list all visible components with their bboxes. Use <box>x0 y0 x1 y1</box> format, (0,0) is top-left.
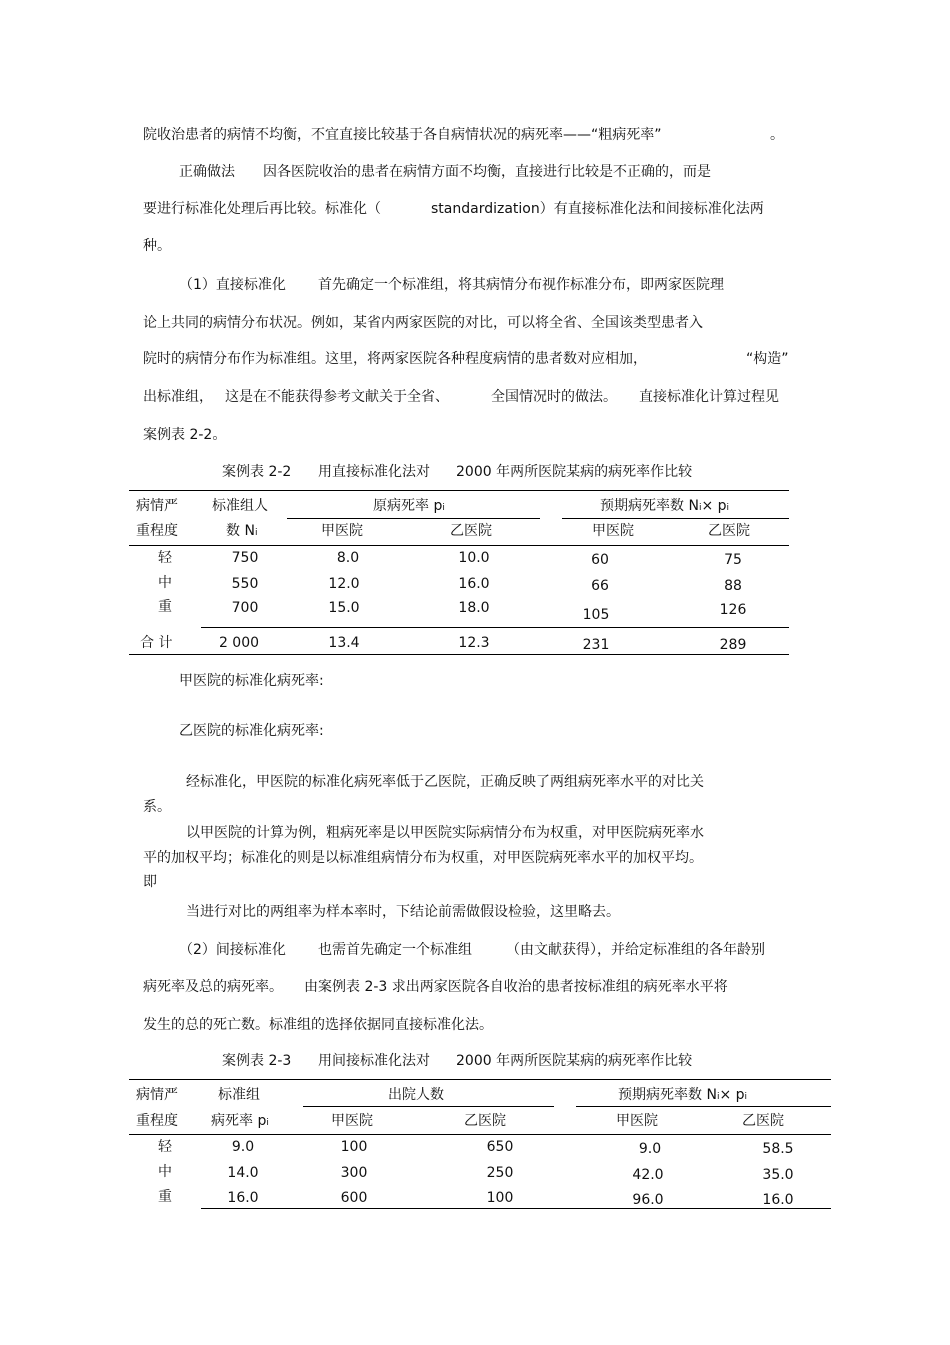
table-cell: 12.3 <box>458 635 490 651</box>
header-cell: 标准组人 <box>212 498 268 514</box>
header-cell: 出院人数 <box>388 1087 444 1103</box>
table-cell: 15.0 <box>328 600 360 616</box>
table-cell: 66 <box>591 578 609 594</box>
section-heading: 正确做法 <box>179 164 235 180</box>
table-cell: 13.4 <box>328 635 360 651</box>
table-cell: 700 <box>231 600 259 616</box>
table-cell: 8.0 <box>336 550 360 566</box>
header-cell: 重程度 <box>136 1113 178 1129</box>
header-cell: 预期病死率数 Ni× pi <box>618 1087 748 1103</box>
table-rule <box>562 518 789 519</box>
paragraph-line: “构造” <box>746 351 789 367</box>
table-cell: 96.0 <box>632 1192 664 1208</box>
paragraph-line: 即 <box>143 874 157 890</box>
table-cell: 650 <box>486 1139 514 1155</box>
table-cell: 105 <box>582 607 610 623</box>
table-cell: 中 <box>158 1164 172 1180</box>
table-cell: 231 <box>582 637 610 653</box>
table-cell: 16.0 <box>227 1190 259 1206</box>
paragraph-line: 以甲医院的计算为例，粗病死率是以甲医院实际病情分布为权重，对甲医院病死率水 <box>186 825 704 841</box>
table-cell: 42.0 <box>632 1167 664 1183</box>
header-cell: 病情严 <box>136 498 178 514</box>
paragraph-line: 乙医院的标准化病死率: <box>179 723 324 739</box>
table-cell: 合 计 <box>140 635 173 651</box>
table-cell: 重 <box>158 599 172 615</box>
paragraph-line: 直接标准化计算过程见 <box>639 389 779 405</box>
paragraph-line: 院收治患者的病情不均衡，不宜直接比较基于各自病情状况的病死率——“粗病死率” <box>143 127 662 143</box>
table-caption: 案例表 2-2 <box>222 464 292 480</box>
paragraph-line: 由案例表 2-3 求出两家医院各自收治的患者按标准组的病死率水平将 <box>304 979 728 995</box>
table-rule <box>201 627 789 628</box>
table-caption: 用间接标准化法对 <box>318 1053 430 1069</box>
table-cell: 289 <box>719 637 747 653</box>
table-cell: 100 <box>340 1139 368 1155</box>
paragraph-line: 全国情况时的做法。 <box>491 389 617 405</box>
paragraph-line: 论上共同的病情分布状况。例如，某省内两家医院的对比，可以将全省、全国该类型患者入 <box>143 315 703 331</box>
header-cell: 甲医院 <box>616 1113 658 1129</box>
paragraph-line: 出标准组， <box>143 389 213 405</box>
section-heading: （2）间接标准化 <box>179 942 286 958</box>
paragraph-line: 。 <box>770 127 784 143</box>
paragraph-line: 因各医院收治的患者在病情方面不均衡，直接进行比较是不正确的，而是 <box>263 164 711 180</box>
table-caption: 2000 年两所医院某病的病死率作比较 <box>456 1053 693 1069</box>
header-cell: 病情严 <box>136 1087 178 1103</box>
table-rule <box>303 1106 554 1107</box>
table-cell: 60 <box>591 552 609 568</box>
table-caption: 案例表 2-3 <box>222 1053 292 1069</box>
table-cell: 9.0 <box>231 1139 255 1155</box>
header-cell: 乙医院 <box>464 1113 506 1129</box>
paragraph-line: 平的加权平均；标准化的则是以标准组病情分布为权重，对甲医院病死率水平的加权平均。 <box>143 850 703 866</box>
table-rule <box>201 1208 831 1209</box>
paragraph-line: 首先确定一个标准组，将其病情分布视作标准分布，即两家医院理 <box>318 277 724 293</box>
table-caption: 2000 年两所医院某病的病死率作比较 <box>456 464 693 480</box>
table-rule <box>287 518 540 519</box>
table-cell: 10.0 <box>458 550 490 566</box>
table-cell: 16.0 <box>762 1192 794 1208</box>
table-cell: 126 <box>719 602 747 618</box>
paragraph-line: 病死率及总的病死率。 <box>143 979 283 995</box>
header-cell: 标准组 <box>218 1087 260 1103</box>
paragraph-line: 种。 <box>143 238 171 254</box>
paragraph-line: 院时的病情分布作为标准组。这里，将两家医院各种程度病情的患者数对应相加， <box>143 351 647 367</box>
table-cell: 300 <box>340 1165 368 1181</box>
table-cell: 600 <box>340 1190 368 1206</box>
paragraph-line: （由文献获得），并给定标准组的各年龄别 <box>506 942 765 958</box>
table-cell: 12.0 <box>328 576 360 592</box>
table-rule <box>129 490 789 491</box>
header-cell: 数 Ni <box>226 523 258 539</box>
table-rule <box>129 545 789 546</box>
header-cell: 重程度 <box>136 523 178 539</box>
paragraph-line: standardization）有直接标准化法和间接标准化法两 <box>431 201 764 217</box>
paragraph-line: 案例表 2-2。 <box>143 427 227 443</box>
paragraph-line: 也需首先确定一个标准组 <box>318 942 472 958</box>
paragraph-line: 系。 <box>143 799 171 815</box>
table-cell: 750 <box>231 550 259 566</box>
table-rule <box>576 1106 831 1107</box>
table-rule <box>129 654 789 655</box>
table-cell: 100 <box>486 1190 514 1206</box>
table-cell: 250 <box>486 1165 514 1181</box>
header-cell: 甲医院 <box>592 523 634 539</box>
paragraph-line: 这是在不能获得参考文献关于全省、 <box>225 389 449 405</box>
paragraph-line: 当进行对比的两组率为样本率时，下结论前需做假设检验，这里略去。 <box>186 904 620 920</box>
header-cell: 乙医院 <box>742 1113 784 1129</box>
header-cell: 乙医院 <box>708 523 750 539</box>
table-cell: 35.0 <box>762 1167 794 1183</box>
table-cell: 16.0 <box>458 576 490 592</box>
paragraph-line: 经标准化，甲医院的标准化病死率低于乙医院，正确反映了两组病死率水平的对比关 <box>186 774 704 790</box>
table-cell: 58.5 <box>762 1141 794 1157</box>
table-caption: 用直接标准化法对 <box>318 464 430 480</box>
table-cell: 18.0 <box>458 600 490 616</box>
table-cell: 轻 <box>158 550 172 566</box>
header-cell: 原病死率 pi <box>373 498 445 514</box>
header-cell: 甲医院 <box>321 523 363 539</box>
table-cell: 2 000 <box>218 635 260 651</box>
paragraph-line: 甲医院的标准化病死率: <box>179 673 324 689</box>
table-cell: 9.0 <box>638 1141 662 1157</box>
header-cell: 病死率 pi <box>211 1113 269 1129</box>
table-cell: 550 <box>231 576 259 592</box>
table-cell: 重 <box>158 1189 172 1205</box>
table-cell: 88 <box>724 578 742 594</box>
table-rule <box>129 1134 831 1135</box>
table-cell: 轻 <box>158 1139 172 1155</box>
header-cell: 甲医院 <box>331 1113 373 1129</box>
table-cell: 14.0 <box>227 1165 259 1181</box>
header-cell: 预期病死率数 Ni× pi <box>600 498 730 514</box>
header-cell: 乙医院 <box>450 523 492 539</box>
paragraph-line: 发生的总的死亡数。标准组的选择依据同直接标准化法。 <box>143 1017 493 1033</box>
section-heading: （1）直接标准化 <box>179 277 286 293</box>
table-cell: 中 <box>158 575 172 591</box>
paragraph-line: 要进行标准化处理后再比较。标准化（ <box>143 201 381 217</box>
table-cell: 75 <box>724 552 742 568</box>
table-rule <box>129 1079 831 1080</box>
